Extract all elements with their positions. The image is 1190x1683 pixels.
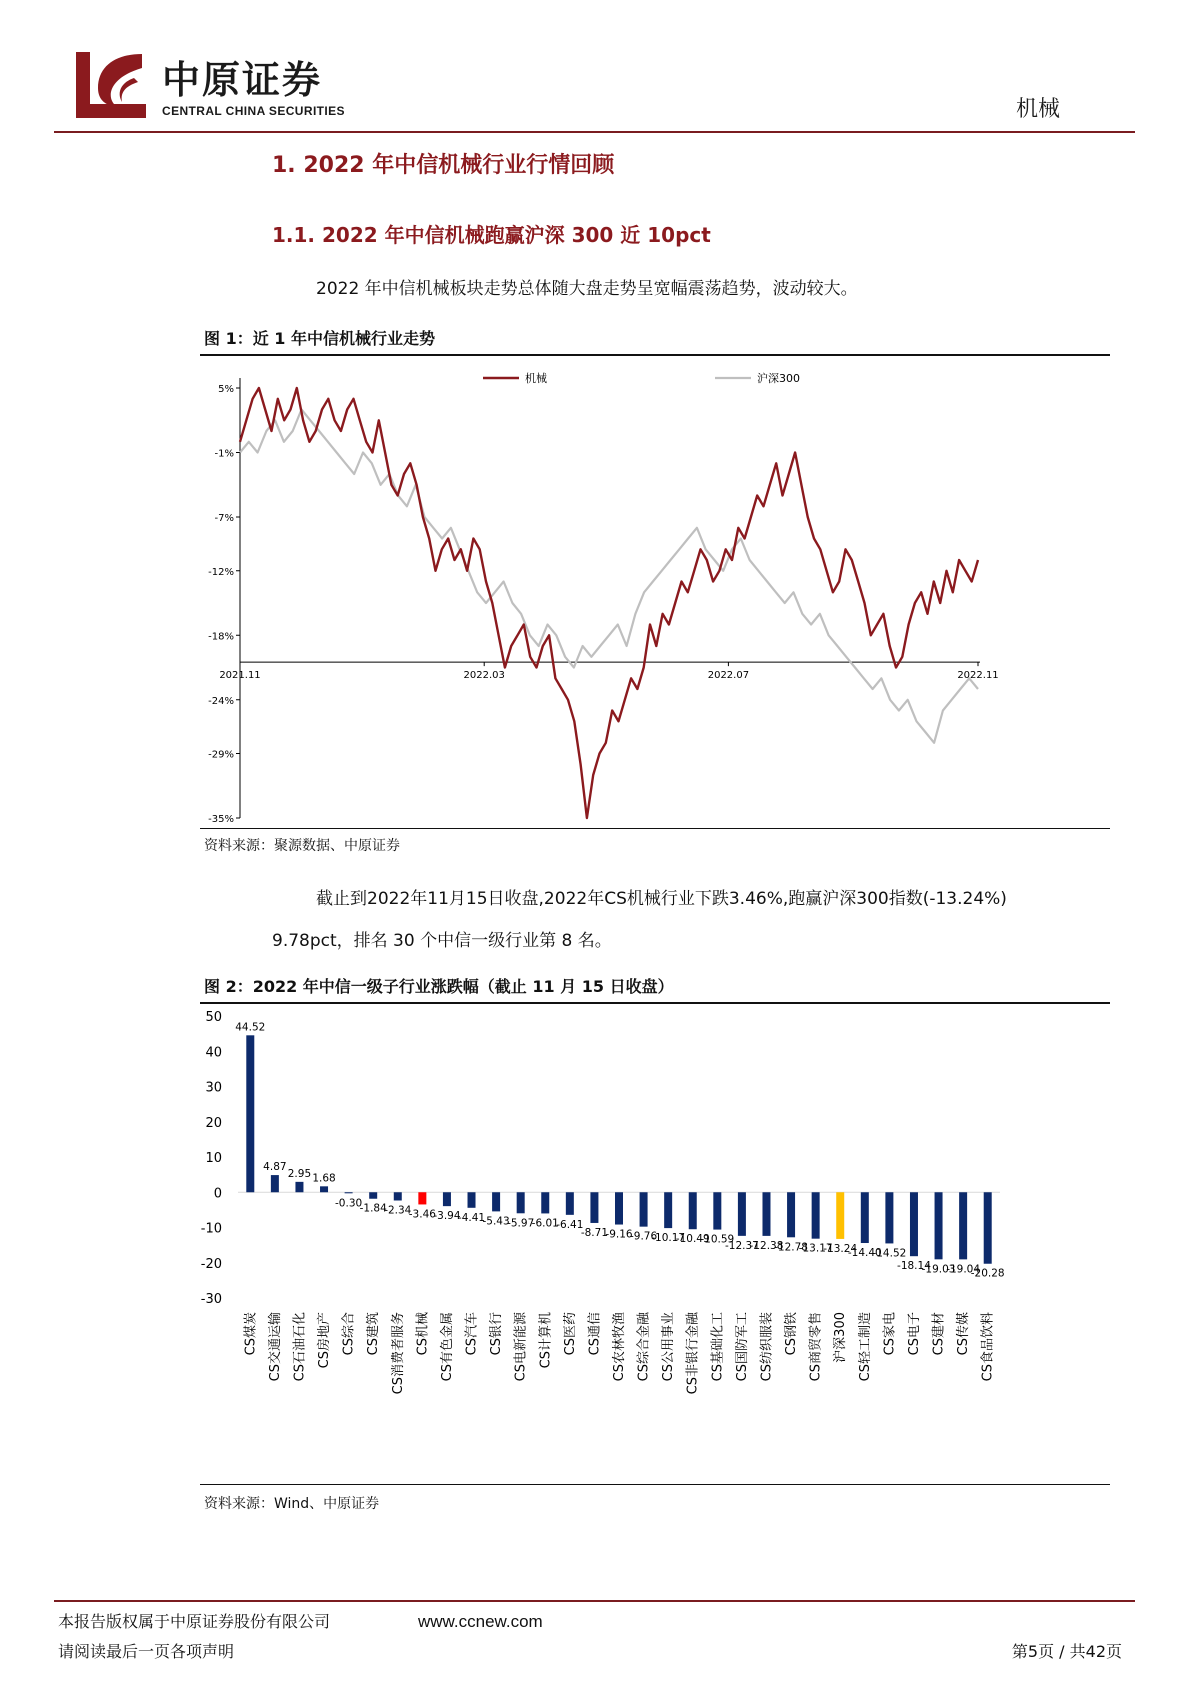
bar [443, 1192, 451, 1206]
footer-website-link[interactable]: www.ccnew.com [418, 1612, 543, 1631]
category-label: CS公用事业 [661, 1312, 677, 1382]
figure2-bottom-rule [200, 1484, 1110, 1485]
bar [935, 1192, 943, 1259]
bar [615, 1192, 623, 1224]
bar [517, 1192, 525, 1213]
bar [345, 1192, 353, 1193]
x-tick-label: 2022.07 [707, 670, 750, 682]
bar [246, 1035, 254, 1192]
category-label: CS房地产 [317, 1312, 333, 1369]
bar-value-label: -6.41 [556, 1218, 584, 1231]
legend-label-hs300: 沪深300 [757, 372, 800, 385]
bar-value-label: -12.37 [724, 1239, 759, 1252]
bar [369, 1192, 377, 1198]
bar-value-label: -9.16 [605, 1228, 633, 1241]
figure2-source: 资料来源：Wind、中原证券 [204, 1496, 380, 1512]
category-label: CS银行 [489, 1312, 505, 1356]
bar [861, 1192, 869, 1243]
category-label: CS有色金属 [439, 1312, 455, 1382]
x-tick-label: 2022.11 [957, 670, 999, 682]
bar-value-label: -3.94 [433, 1210, 461, 1223]
y-tick-label: 20 [205, 1115, 222, 1131]
bar-value-label: -1.84 [359, 1202, 387, 1215]
category-label: CS汽车 [464, 1312, 480, 1356]
y-tick-label: -24% [208, 695, 234, 707]
y-tick-label: -29% [208, 749, 234, 761]
figure1-bottom-rule [200, 828, 1110, 829]
category-label: CS综合金融 [636, 1312, 652, 1382]
subsection-heading: 1.1. 2022 年中信机械跑赢沪深 300 近 10pct [272, 223, 711, 247]
bar-value-label: -9.76 [629, 1230, 658, 1243]
category-label: CS基础化工 [710, 1312, 726, 1382]
bar [566, 1192, 574, 1215]
bar-value-label: -14.40 [847, 1247, 882, 1260]
bar [271, 1175, 279, 1192]
category-label: CS食品饮料 [980, 1312, 996, 1382]
category-label: CS计算机 [538, 1312, 554, 1369]
bar-value-label: -20.28 [970, 1267, 1005, 1280]
bar [713, 1192, 721, 1229]
category-label: CS综合 [341, 1312, 357, 1356]
bar-value-label: -5.43 [482, 1215, 510, 1228]
bar [492, 1192, 500, 1211]
y-tick-label: -10 [200, 1221, 222, 1237]
bar [394, 1192, 402, 1200]
bar-value-label: 2.95 [287, 1167, 312, 1180]
brand-name-cn: 中原证券 [162, 57, 323, 102]
bar-value-label: -6.01 [531, 1217, 559, 1230]
bar-value-label: -13.24 [823, 1242, 858, 1255]
bar [885, 1192, 893, 1243]
figure1-source: 资料来源：聚源数据、中原证券 [204, 838, 400, 854]
bar-value-label: 1.68 [312, 1172, 336, 1185]
y-tick-label: -1% [214, 448, 234, 460]
category-label: CS电子 [906, 1312, 922, 1356]
y-tick-label: -30 [200, 1292, 222, 1307]
intro-paragraph: 2022 年中信机械板块走势总体随大盘走势呈宽幅震荡趋势，波动较大。 [316, 279, 858, 299]
y-tick-label: -20 [200, 1256, 222, 1272]
hs300-series-line [240, 410, 978, 743]
y-tick-label: 5% [218, 384, 234, 395]
bar-value-label: 4.87 [263, 1161, 287, 1174]
bar [959, 1192, 967, 1259]
bar-value-label: -12.38 [749, 1239, 784, 1252]
bar-value-label: -4.41 [457, 1211, 486, 1224]
bar-value-label: -8.71 [580, 1226, 609, 1239]
bar [468, 1192, 476, 1208]
footer-divider [54, 1600, 1135, 1602]
bar [320, 1186, 328, 1192]
bar-value-label: -18.14 [897, 1260, 931, 1273]
category-label: CS国防军工 [734, 1312, 750, 1382]
footer-page-number: 第5页 / 共42页 [1011, 1642, 1122, 1661]
category-label: CS家电 [882, 1312, 898, 1356]
footer-disclaimer: 请阅读最后一页各项声明 [58, 1642, 235, 1661]
bar [812, 1192, 820, 1238]
bar-value-label: -5.97 [507, 1217, 535, 1230]
category-label: CS建材 [931, 1312, 947, 1356]
x-tick-label: 2022.03 [463, 670, 505, 682]
bar-value-label: -19.04 [946, 1263, 981, 1276]
bar-value-label: -3.46 [408, 1208, 436, 1221]
summary-paragraph-line1: 截止到2022年11月15日收盘,2022年CS机械行业下跌3.46%,跑赢沪深300指数(-13.24%) [316, 889, 1007, 909]
category-label: CS石油石化 [292, 1312, 308, 1382]
bar [295, 1182, 303, 1192]
bar [762, 1192, 770, 1236]
y-tick-label: -7% [214, 513, 234, 524]
brand-logo-icon [76, 48, 146, 122]
figure2-top-rule [200, 1002, 1110, 1004]
bar [984, 1192, 992, 1263]
figure1-top-rule [200, 354, 1110, 356]
category-label: CS通信 [587, 1312, 603, 1356]
category-label: CS医药 [562, 1312, 578, 1356]
y-tick-label: 0 [213, 1186, 222, 1202]
category-label: CS机械 [415, 1312, 431, 1356]
category-label: CS钢铁 [784, 1312, 800, 1356]
bar [640, 1192, 648, 1226]
machinery-series-line [240, 388, 978, 818]
brand-logo-mark [76, 48, 146, 122]
bar-chart [200, 1008, 1110, 1478]
bar-value-label: 44.52 [235, 1021, 266, 1034]
category-label: CS建筑 [366, 1312, 382, 1356]
bar [738, 1192, 746, 1236]
bar [418, 1192, 426, 1204]
figure1-title: 图 1：近 1 年中信机械行业走势 [204, 329, 435, 348]
y-tick-label: -18% [208, 631, 234, 643]
y-tick-label: 40 [205, 1045, 222, 1061]
category-label: CS煤炭 [243, 1312, 259, 1356]
x-tick-label: 2021.11 [219, 670, 261, 682]
bar-value-label: -19.03 [921, 1263, 956, 1276]
summary-paragraph-line2: 9.78pct，排名 30 个中信一级行业第 8 名。 [272, 931, 612, 951]
category-label: CS轻工制造 [857, 1312, 873, 1382]
category-label: CS农林牧渔 [612, 1312, 627, 1382]
y-tick-label: -35% [208, 814, 234, 824]
bar-value-label: -13.17 [798, 1242, 833, 1255]
line-chart [200, 358, 1110, 824]
bar-value-label: -10.59 [700, 1233, 735, 1246]
figure2-title: 图 2：2022 年中信一级子行业涨跌幅（截止 11 月 15 日收盘） [204, 977, 674, 996]
bar-value-label: -14.52 [872, 1247, 907, 1260]
bar-value-label: -0.30 [335, 1197, 363, 1210]
brand-name-en: CENTRAL CHINA SECURITIES [162, 104, 345, 118]
bar [836, 1192, 844, 1239]
bar [689, 1192, 697, 1229]
bar [910, 1192, 918, 1256]
category-label: CS商贸零售 [808, 1312, 824, 1382]
category-label: CS纺织服装 [759, 1312, 775, 1382]
bar [664, 1192, 672, 1228]
y-tick-label: 10 [205, 1151, 222, 1166]
header-sector: 机械 [1015, 97, 1060, 122]
category-label: CS传媒 [956, 1312, 972, 1356]
y-tick-label: -12% [208, 566, 234, 578]
category-label: CS消费者服务 [390, 1312, 406, 1395]
bar [787, 1192, 795, 1237]
legend-label-machinery: 机械 [525, 372, 547, 385]
category-label: CS电新能源 [513, 1312, 529, 1382]
category-label: 沪深300 [833, 1312, 849, 1363]
y-tick-label: 30 [205, 1080, 222, 1096]
bar-value-label: -12.78 [774, 1241, 808, 1254]
bar-value-label: -2.34 [384, 1204, 412, 1217]
footer-copyright: 本报告版权属于中原证券股份有限公司 [58, 1612, 331, 1631]
bar [541, 1192, 549, 1213]
category-label: CS交通运输 [267, 1312, 283, 1382]
section-heading: 1. 2022 年中信机械行业行情回顾 [272, 153, 615, 178]
bar-value-label: -10.17 [651, 1232, 686, 1245]
header-divider [54, 131, 1135, 133]
bar [590, 1192, 598, 1223]
bar-value-label: -10.49 [675, 1233, 710, 1246]
category-label: CS非银行金融 [685, 1312, 701, 1395]
y-tick-label: 50 [205, 1010, 222, 1025]
